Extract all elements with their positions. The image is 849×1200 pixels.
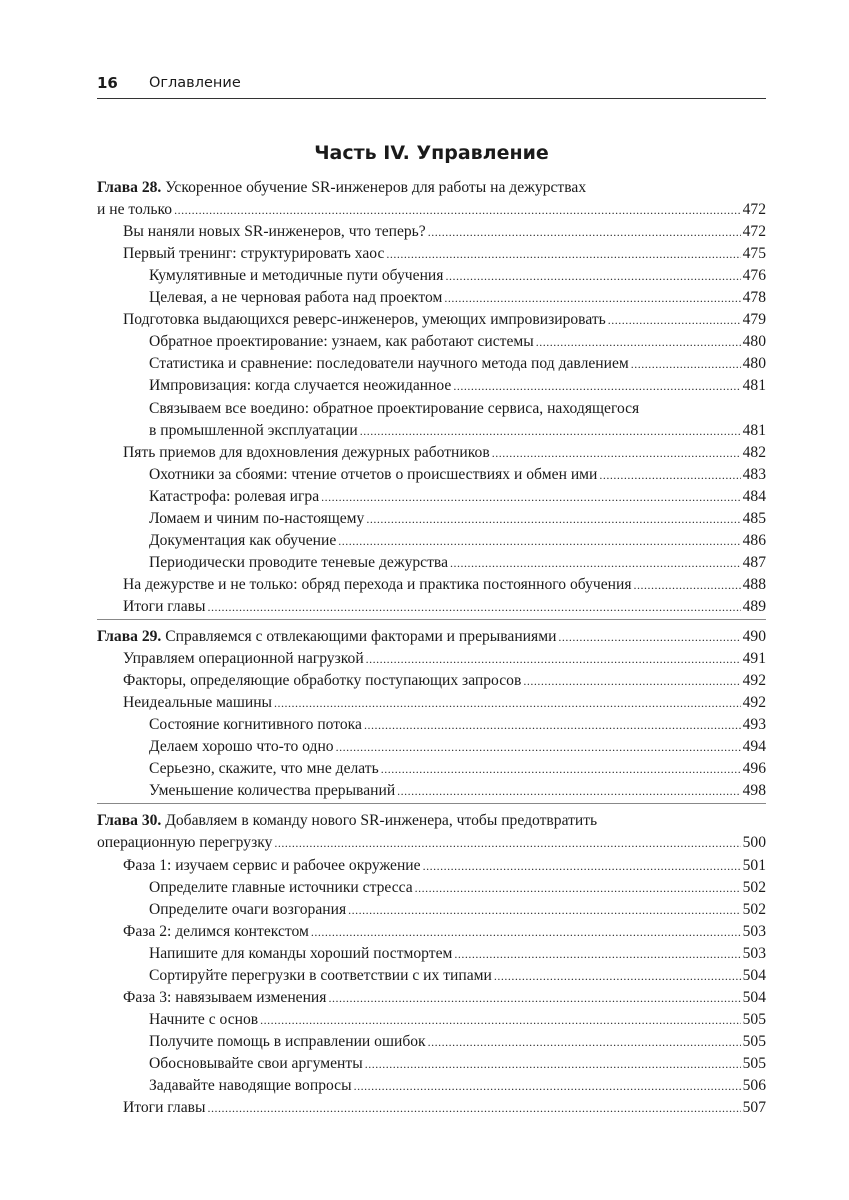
dot-leader	[599, 464, 740, 486]
dot-leader	[444, 287, 740, 309]
page-ref: 481	[742, 377, 766, 395]
page-ref: 503	[742, 922, 766, 940]
page-ref: 507	[742, 1099, 766, 1117]
toc-subsection-title: Серьезно, скажите, что мне делать	[149, 760, 379, 778]
toc-subsection-title: Уменьшение количества прерываний	[149, 782, 396, 800]
toc-subsection	[149, 877, 766, 899]
page-ref: 472	[742, 201, 766, 219]
toc-section-title: Итоги главы	[123, 1099, 206, 1117]
dot-leader	[348, 899, 740, 921]
toc-section-title: Подготовка выдающихся реверс-инженеров, умеющих импровизировать	[123, 311, 606, 329]
toc-subsection	[149, 353, 766, 375]
page-ref: 502	[742, 878, 766, 896]
dot-leader	[428, 1031, 741, 1053]
part-title: Часть IV. Управление	[314, 142, 549, 164]
dot-leader	[274, 692, 741, 714]
toc-subsection	[149, 1075, 766, 1097]
toc-section	[123, 221, 766, 243]
toc-subsection-title: Катастрофа: ролевая игра	[149, 487, 320, 505]
page-ref: 504	[742, 988, 766, 1006]
chapter-heading-line	[97, 177, 766, 199]
dot-leader	[634, 574, 741, 596]
dot-leader	[338, 530, 740, 552]
page-ref: 505	[742, 1010, 766, 1028]
dot-leader	[558, 626, 740, 648]
page-ref: 505	[742, 1032, 766, 1050]
toc-subsection-title: Документация как обучение	[149, 531, 337, 549]
dot-leader	[366, 508, 740, 530]
toc-subsection-title: Кумулятивные и методичные пути обучения	[149, 267, 444, 285]
toc-section-title: На дежурстве и не только: обряд перехода и практика постоянного обучения	[123, 575, 632, 593]
chapter-label: Глава 29.	[97, 628, 162, 645]
header-title: Оглавление	[149, 75, 241, 91]
dot-leader	[450, 552, 741, 574]
page-ref: 502	[742, 900, 766, 918]
toc-section-title: Первый тренинг: структурировать хаос	[123, 245, 385, 263]
toc-section-title: Фаза 3: навязываем изменения	[123, 988, 327, 1006]
toc-section	[123, 574, 766, 596]
toc-subsection-title: Напишите для команды хороший постмортем	[149, 944, 453, 962]
page-ref: 483	[742, 465, 766, 483]
toc-section	[123, 855, 766, 877]
toc-section-title: Фаза 1: изучаем сервис и рабочее окружение	[123, 856, 421, 874]
toc-subsection-title: Получите помощь в исправлении ошибок	[149, 1032, 426, 1050]
chapter-title-continued: операционную перегрузку	[97, 834, 273, 852]
chapter-heading-line	[97, 832, 766, 854]
dot-leader	[207, 1097, 740, 1119]
chapter-separator	[97, 803, 766, 804]
toc-subsection-title: Задавайте наводящие вопросы	[149, 1077, 352, 1094]
page-ref: 475	[742, 245, 766, 263]
page-ref: 491	[742, 650, 766, 668]
toc-section	[123, 670, 766, 692]
toc-section	[123, 243, 766, 265]
toc-subsection	[149, 375, 766, 397]
toc-subsection	[149, 943, 766, 965]
toc-subsection-title: Связываем все воедино: обратное проектирование сервиса, находящегося	[149, 399, 640, 417]
toc-section-title: Неидеальные машины	[123, 694, 273, 712]
dot-leader	[274, 832, 740, 854]
dot-leader	[207, 596, 740, 618]
page-ref: 493	[742, 716, 766, 734]
chapter-title: Добавляем в команду нового SR-инженера, чтобы предотвратить	[165, 812, 598, 830]
toc-section	[123, 692, 766, 714]
toc-section-title: Вы наняли новых SR-инженеров, что теперь?	[123, 223, 426, 241]
toc-subsection	[149, 287, 766, 309]
dot-leader	[608, 309, 741, 331]
toc-section	[123, 1097, 766, 1119]
dot-leader	[492, 442, 741, 464]
toc-section	[123, 309, 766, 331]
page-ref: 492	[742, 672, 766, 690]
page-ref: 501	[742, 856, 766, 874]
toc-subsection-title: Определите главные источники стресса	[149, 878, 413, 896]
table-of-contents	[97, 0, 766, 1200]
toc-subsection	[149, 420, 766, 442]
toc-subsection-title: Обосновывайте свои аргументы	[149, 1054, 363, 1072]
dot-leader	[453, 375, 740, 397]
toc-subsection	[149, 265, 766, 287]
chapter-label: Глава 28.	[97, 179, 162, 196]
toc-subsection	[149, 1031, 766, 1053]
toc-section	[123, 648, 766, 670]
chapter-label: Глава 30.	[97, 812, 162, 830]
chapter-title: Справляемся с отвлекающими факторами и прерываниями	[165, 628, 557, 645]
dot-leader	[428, 221, 741, 243]
toc-subsection-title: Делаем хорошо что-то одно	[149, 738, 334, 756]
toc-subsection	[149, 965, 766, 987]
page-ref: 505	[742, 1054, 766, 1072]
toc-section-title: Управляем операционной нагрузкой	[123, 650, 364, 668]
dot-leader	[366, 648, 741, 670]
toc-section	[123, 442, 766, 464]
dot-leader	[397, 780, 740, 802]
page-ref: 480	[742, 333, 766, 351]
toc-subsection-title: Целевая, а не черновая работа над проектом	[149, 289, 443, 307]
page-ref: 487	[742, 553, 766, 571]
toc-section	[123, 921, 766, 943]
page-ref: 481	[742, 421, 766, 439]
page-ref: 494	[742, 738, 766, 756]
page-ref: 490	[742, 628, 766, 645]
page-ref: 478	[742, 289, 766, 307]
toc-subsection-title-continued: в промышленной эксплуатации	[149, 421, 358, 439]
toc-subsection-title: Охотники за сбоями: чтение отчетов о происшествиях и обмен ими	[149, 465, 598, 483]
toc-subsection	[149, 530, 766, 552]
toc-section	[123, 596, 766, 618]
page-ref: 485	[742, 509, 766, 527]
toc-subsection	[149, 899, 766, 921]
dot-leader	[360, 420, 741, 442]
chapter-heading-line	[97, 810, 766, 832]
toc-subsection	[149, 508, 766, 530]
toc-subsection	[149, 1009, 766, 1031]
toc-section-title: Итоги главы	[123, 597, 206, 615]
page-ref: 476	[742, 267, 766, 285]
dot-leader	[174, 199, 741, 221]
dot-leader	[311, 921, 741, 943]
dot-leader	[386, 243, 740, 265]
page-ref: 482	[742, 443, 766, 461]
toc-subsection	[149, 758, 766, 780]
page-ref: 496	[742, 760, 766, 778]
dot-leader	[454, 943, 740, 965]
chapter-title-continued: и не только	[97, 201, 173, 219]
toc-subsection	[149, 736, 766, 758]
page-ref: 489	[742, 597, 766, 615]
toc-subsection-title: Начните с основ	[149, 1010, 259, 1028]
page-ref: 503	[742, 944, 766, 962]
toc-subsection-title: Определите очаги возгорания	[149, 900, 347, 918]
dot-leader	[354, 1075, 741, 1097]
toc-subsection	[149, 552, 766, 574]
dot-leader	[536, 331, 741, 353]
dot-leader	[364, 714, 741, 736]
dot-leader	[631, 353, 741, 375]
dot-leader	[381, 758, 741, 780]
page-ref: 504	[742, 966, 766, 984]
toc-subsection-title: Обратное проектирование: узнаем, как работают системы	[149, 333, 534, 351]
page-ref: 488	[742, 575, 766, 593]
toc-subsection	[149, 780, 766, 802]
chapter-separator	[97, 619, 766, 620]
page-ref: 486	[742, 531, 766, 549]
dot-leader	[415, 877, 741, 899]
page-ref: 492	[742, 694, 766, 712]
chapter-heading-line	[97, 626, 766, 648]
toc-section-title: Пять приемов для вдохновления дежурных работников	[123, 443, 490, 461]
toc-section-title: Фаза 2: делимся контекстом	[123, 922, 309, 940]
toc-subsection	[149, 331, 766, 353]
page-ref: 472	[742, 223, 766, 241]
toc-subsection	[149, 464, 766, 486]
page-ref: 484	[742, 487, 766, 505]
page-ref: 479	[742, 311, 766, 329]
toc-subsection-title: Импровизация: когда случается неожиданное	[149, 377, 452, 395]
dot-leader	[336, 736, 741, 758]
dot-leader	[321, 486, 740, 508]
page-number: 16	[97, 74, 118, 92]
toc-section-title: Факторы, определяющие обработку поступающих запросов	[123, 672, 522, 690]
toc-subsection	[149, 398, 766, 420]
toc-subsection	[149, 714, 766, 736]
chapter-title: Ускоренное обучение SR-инженеров для работы на дежурствах	[165, 179, 587, 196]
toc-subsection-title: Ломаем и чиним по-настоящему	[149, 509, 365, 527]
dot-leader	[328, 987, 740, 1009]
toc-subsection-title: Состояние когнитивного потока	[149, 716, 362, 734]
dot-leader	[260, 1009, 740, 1031]
dot-leader	[523, 670, 740, 692]
page-ref: 480	[742, 355, 766, 373]
page-ref: 500	[742, 834, 766, 852]
dot-leader	[423, 855, 741, 877]
dot-leader	[494, 965, 741, 987]
dot-leader	[365, 1053, 741, 1075]
toc-subsection-title: Сортируйте перегрузки в соответствии с их типами	[149, 966, 492, 984]
page-ref: 506	[742, 1077, 766, 1094]
toc-subsection	[149, 486, 766, 508]
toc-subsection-title: Статистика и сравнение: последователи научного метода под давлением	[149, 355, 629, 373]
chapter-heading-line	[97, 199, 766, 221]
toc-section	[123, 987, 766, 1009]
dot-leader	[445, 265, 740, 287]
toc-subsection	[149, 1053, 766, 1075]
page-ref: 498	[742, 782, 766, 800]
toc-subsection-title: Периодически проводите теневые дежурства	[149, 553, 448, 571]
